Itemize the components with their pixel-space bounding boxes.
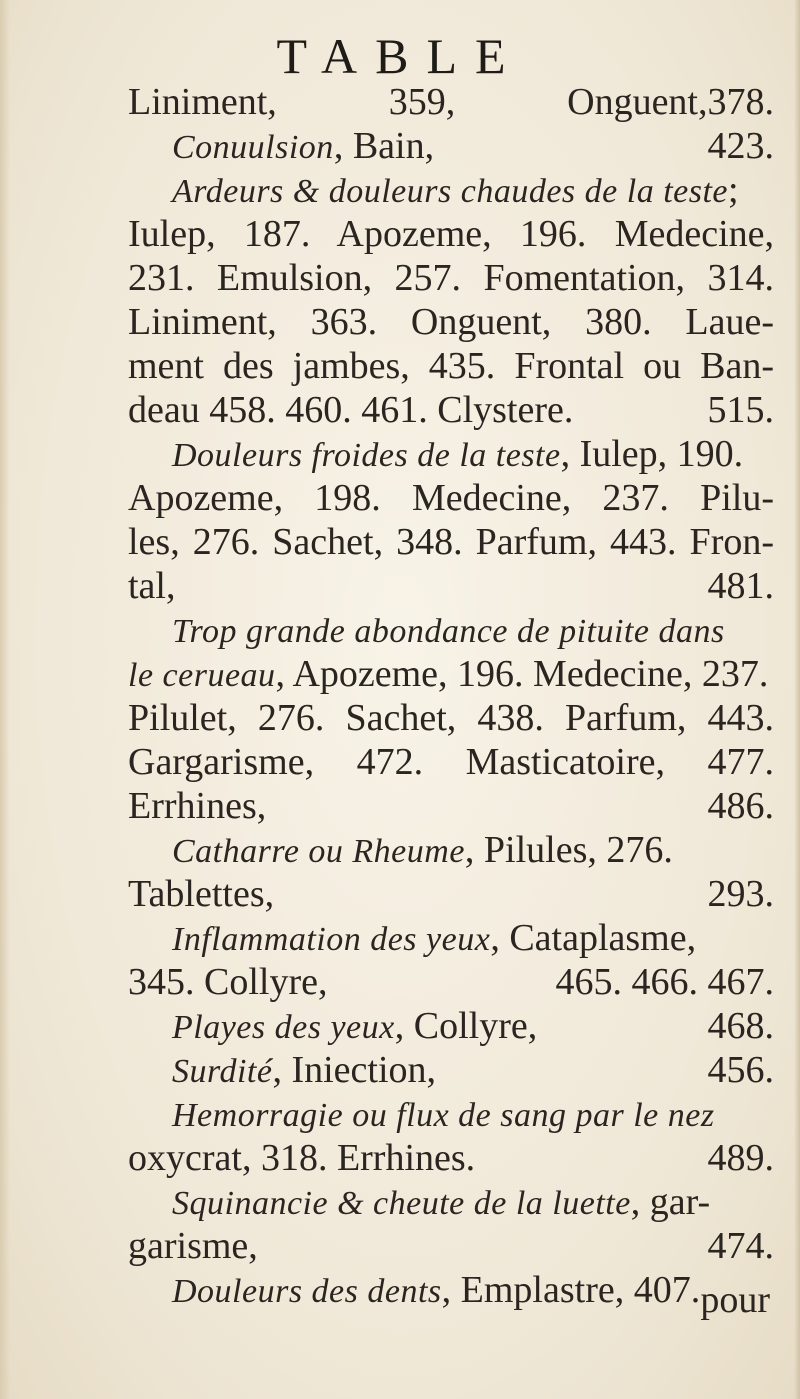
index-line: tal, 481. xyxy=(128,565,774,607)
index-line: Apozeme, 198. Medecine, 237. Pilu- xyxy=(128,477,774,519)
catchword: pour xyxy=(700,1279,770,1321)
index-line: Iulep, 187. Apozeme, 196. Medecine, xyxy=(128,213,774,255)
index-line: Inflammation des yeux, Cataplasme, xyxy=(172,917,697,959)
index-line: Douleurs froides de la teste, Iulep, 190. xyxy=(172,433,744,475)
index-line: le cerueau, Apozeme, 196. Medecine, 237. xyxy=(128,653,769,695)
index-line: Hemorragie ou flux de sang par le nez xyxy=(172,1097,715,1134)
index-line: deau 458. 460. 461. Clystere. 515. xyxy=(128,389,774,431)
index-line: Tablettes, 293. xyxy=(128,873,774,915)
index-line: Ardeurs & douleurs chaudes de la teste; xyxy=(172,169,739,211)
index-line: ment des jambes, 435. Frontal ou Ban- xyxy=(128,345,774,387)
index-line: Douleurs des dents, Emplastre, 407. xyxy=(172,1269,701,1311)
index-line: garisme, 474. xyxy=(128,1225,774,1267)
index-line: Pilulet, 276. Sachet, 438. Parfum, 443. xyxy=(128,697,774,739)
index-line: Catharre ou Rheume, Pilules, 276. xyxy=(172,829,673,871)
index-line: Errhines, 486. xyxy=(128,785,774,827)
running-header: TABLE xyxy=(276,28,524,84)
index-line: Playes des yeux, Collyre, 468. xyxy=(172,1005,774,1047)
page-edge-right xyxy=(794,0,800,1399)
page-edge-left xyxy=(0,0,10,1399)
index-line: oxycrat, 318. Errhines. 489. xyxy=(128,1137,774,1179)
index-line: 345. Collyre, 465. 466. 467. xyxy=(128,961,774,1003)
index-line: Trop grande abondance de pituite dans xyxy=(172,613,725,650)
index-line: Gargarisme, 472. Masticatoire, 477. xyxy=(128,741,774,783)
index-line: Squinancie & cheute de la luette, gar- xyxy=(172,1181,711,1223)
index-line: Liniment, 363. Onguent, 380. Laue- xyxy=(128,301,774,343)
index-line: Liniment, 359, Onguent, 378. xyxy=(128,81,774,123)
index-line: 231. Emulsion, 257. Fomentation, 314. xyxy=(128,257,774,299)
index-line: les, 276. Sachet, 348. Parfum, 443. Fron- xyxy=(128,521,774,563)
index-line: Surdité, Iniection, 456. xyxy=(172,1049,774,1091)
index-line: Conuulsion, Bain, 423. xyxy=(172,125,774,167)
